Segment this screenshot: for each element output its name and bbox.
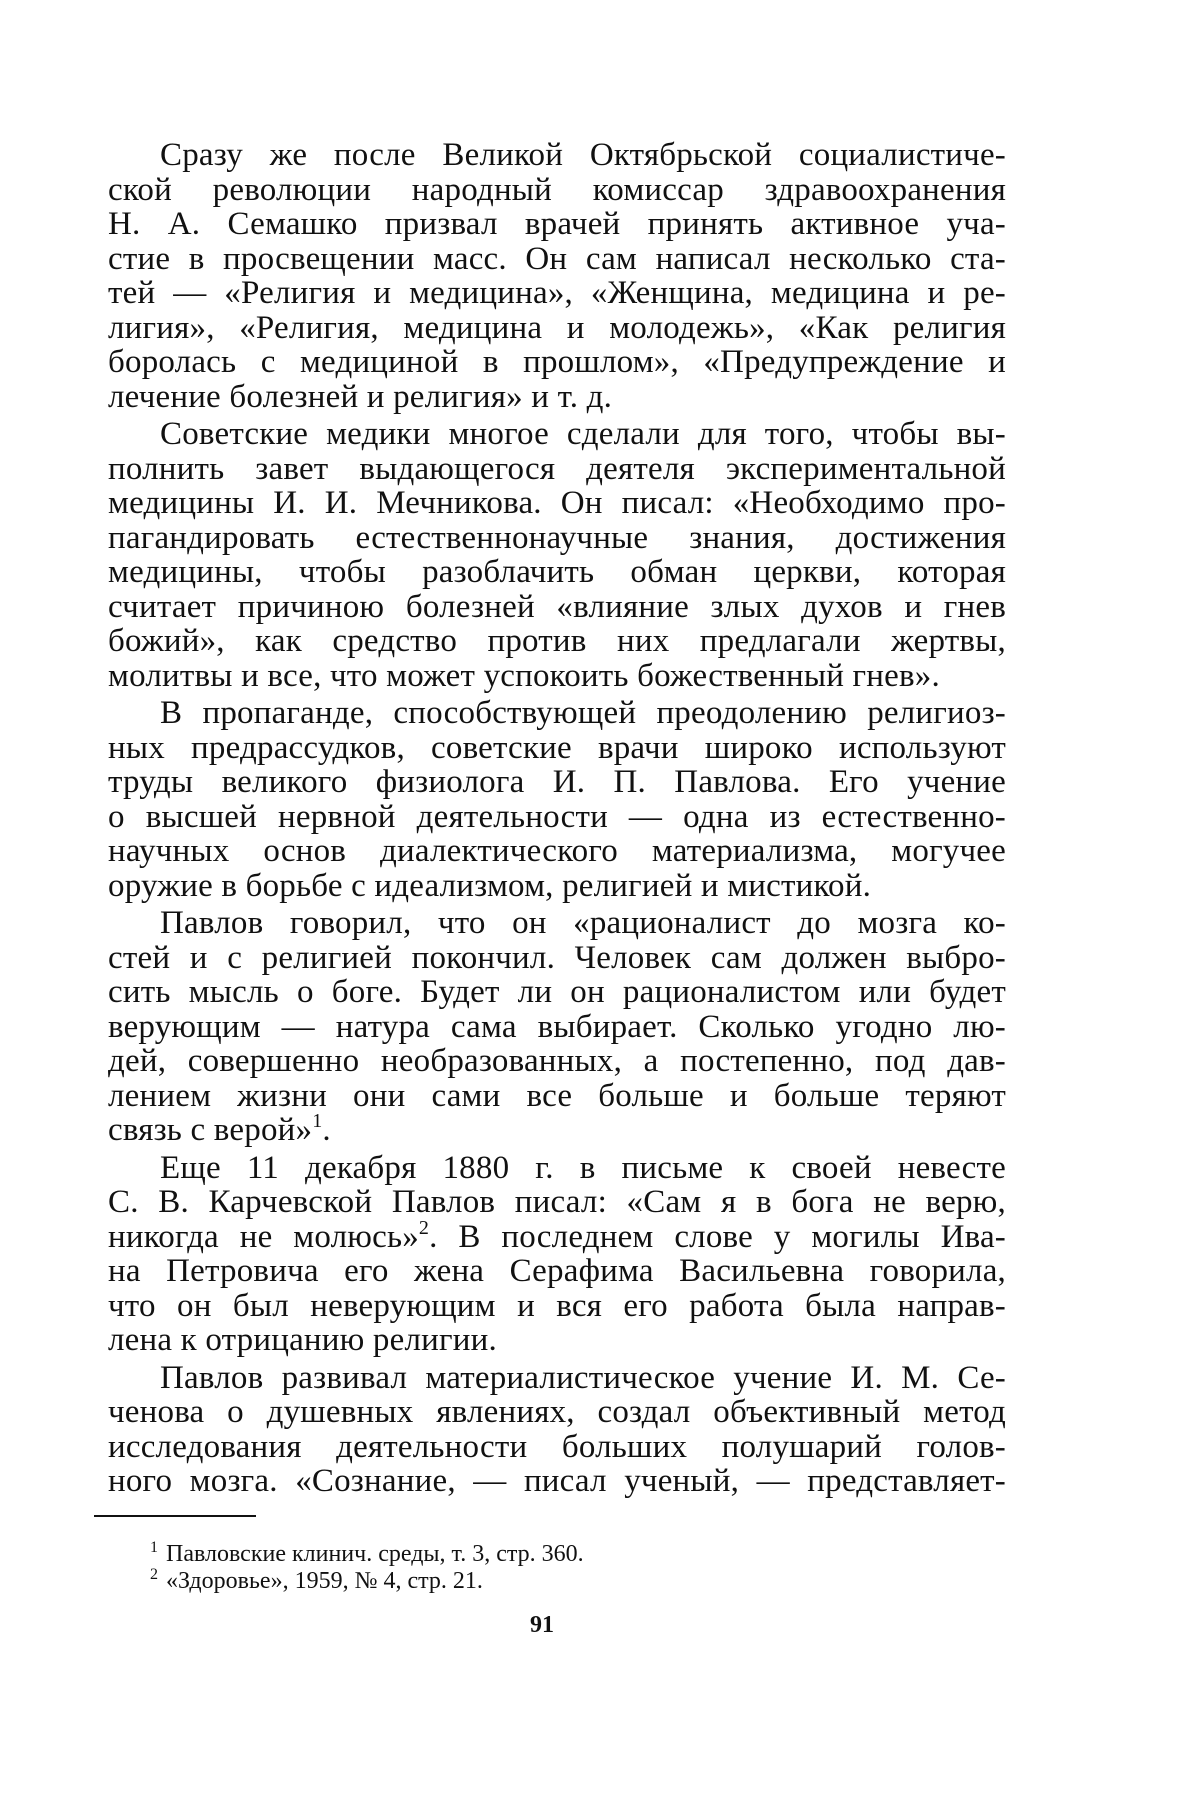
text-line: сить мысль о боге. Будет ли он рационалистом или будет <box>108 974 1006 1010</box>
text-line: стие в просвещении масс. Он сам написал несколько ста- <box>108 240 1006 277</box>
text-line: медицины И. И. Мечникова. Он писал: «Необходимо про- <box>108 485 1006 521</box>
footnote-text: Павловские клинич. среды, т. 3, стр. 360. <box>166 1541 584 1567</box>
page-number: 91 <box>530 1612 554 1638</box>
text-line: Еще 11 декабря 1880 г. в письме к своей невесте <box>160 1149 1006 1186</box>
text-line: тей — «Религия и медицина», «Женщина, медицина и ре- <box>108 275 1006 311</box>
footnotes <box>150 1541 584 1595</box>
text-line: ных предрассудков, советские врачи широко используют <box>108 729 1006 766</box>
text-line: научных основ диалектического материализма, могучее <box>108 833 1006 869</box>
footnote-1 <box>150 1541 584 1568</box>
text-line-tail: . В последнем слове у могилы Ива- <box>429 1218 1006 1255</box>
text-line: боролась с медициной в прошлом», «Предупреждение и <box>108 344 1006 380</box>
footnote-divider <box>94 1515 256 1517</box>
text-line: медицины, чтобы разоблачить обман церкви, которая <box>108 554 1006 590</box>
text-line: дей, совершенно необразованных, а постепенно, под дав- <box>108 1043 1006 1079</box>
paragraph-6 <box>108 1361 1006 1499</box>
text-line-content: никогда не молюсь» <box>108 1218 419 1255</box>
text-line: верующим — натура сама выбирает. Сколько угодно лю- <box>108 1008 1006 1045</box>
footnote-mark: 2 <box>150 1566 158 1583</box>
text-line: Павлов развивал материалистическое учение И. М. Се- <box>160 1359 1006 1396</box>
text-line: стей и с религией покончил. Человек сам должен выбро- <box>108 939 1006 976</box>
text-line: Сразу же после Великой Октябрьской социалистиче- <box>160 137 1006 173</box>
text-line: божий», как средство против них предлагали жертвы, <box>108 623 1006 659</box>
text-line: считает причиною болезней «влияние злых духов и гнев <box>108 588 1006 625</box>
text-line: ного мозга. «Сознание, — писал ученый, — представляет- <box>108 1463 1006 1499</box>
paragraph-2 <box>108 417 1006 693</box>
text-line: оружие в борьбе с идеализмом, религией и мистикой. <box>108 867 872 904</box>
text-line: ской революции народный комиссар здравоохранения <box>108 171 1006 208</box>
text-line: Советские медики многое сделали для того, чтобы вы- <box>160 416 1006 452</box>
text-line: лигия», «Религия, медицина и молодежь», «Как религия <box>108 309 1006 346</box>
footnote-2 <box>150 1568 584 1595</box>
body-text <box>108 138 1006 1499</box>
paragraph-3 <box>108 696 1006 903</box>
text-line: В пропаганде, способствующей преодолению религиоз- <box>160 695 1006 731</box>
text-line: полнить завет выдающегося деятеля экспериментальной <box>108 450 1006 487</box>
text-line-tail: . <box>322 1112 331 1148</box>
text-line: лением жизни они сами все больше и больше теряют <box>108 1077 1006 1114</box>
footnote-ref: 1 <box>312 1110 323 1132</box>
footnote-mark: 1 <box>150 1539 158 1556</box>
text-line: ченова о душевных явлениях, создал объективный метод <box>108 1394 1006 1430</box>
text-line-content: связь с верой» <box>108 1112 313 1148</box>
paragraph-5 <box>108 1151 1006 1358</box>
text-line: лена к отрицанию религии. <box>108 1322 497 1358</box>
text-line: пагандировать естественнонаучные знания, достижения <box>108 519 1006 556</box>
text-line: С. В. Карчевской Павлов писал: «Сам я в бога не верю, <box>108 1184 1006 1220</box>
footnote-ref: 2 <box>418 1216 430 1239</box>
text-line: исследования деятельности больших полушарий голов- <box>108 1428 1006 1465</box>
footnote-text: «Здоровье», 1959, № 4, стр. 21. <box>166 1568 483 1594</box>
text-line: труды великого физиолога И. П. Павлова. Его учение <box>108 764 1006 800</box>
text-line: о высшей нервной деятельности — одна из естественно- <box>108 798 1006 835</box>
text-line: что он был неверующим и вся его работа была направ- <box>108 1287 1006 1324</box>
paragraph-4 <box>108 906 1006 1148</box>
text-line: на Петровича его жена Серафима Васильевна говорила, <box>108 1253 1006 1289</box>
text-line: молитвы и все, что может успокоить божественный гнев». <box>108 657 940 694</box>
text-line <box>108 1216 1006 1255</box>
paragraph-1 <box>108 138 1006 414</box>
text-line: Павлов говорил, что он «рационалист до мозга ко- <box>160 905 1006 941</box>
text-line: лечение болезней и религия» и т. д. <box>108 378 613 415</box>
text-line: Н. А. Семашко призвал врачей принять активное уча- <box>108 206 1006 242</box>
text-line <box>108 1110 1006 1148</box>
